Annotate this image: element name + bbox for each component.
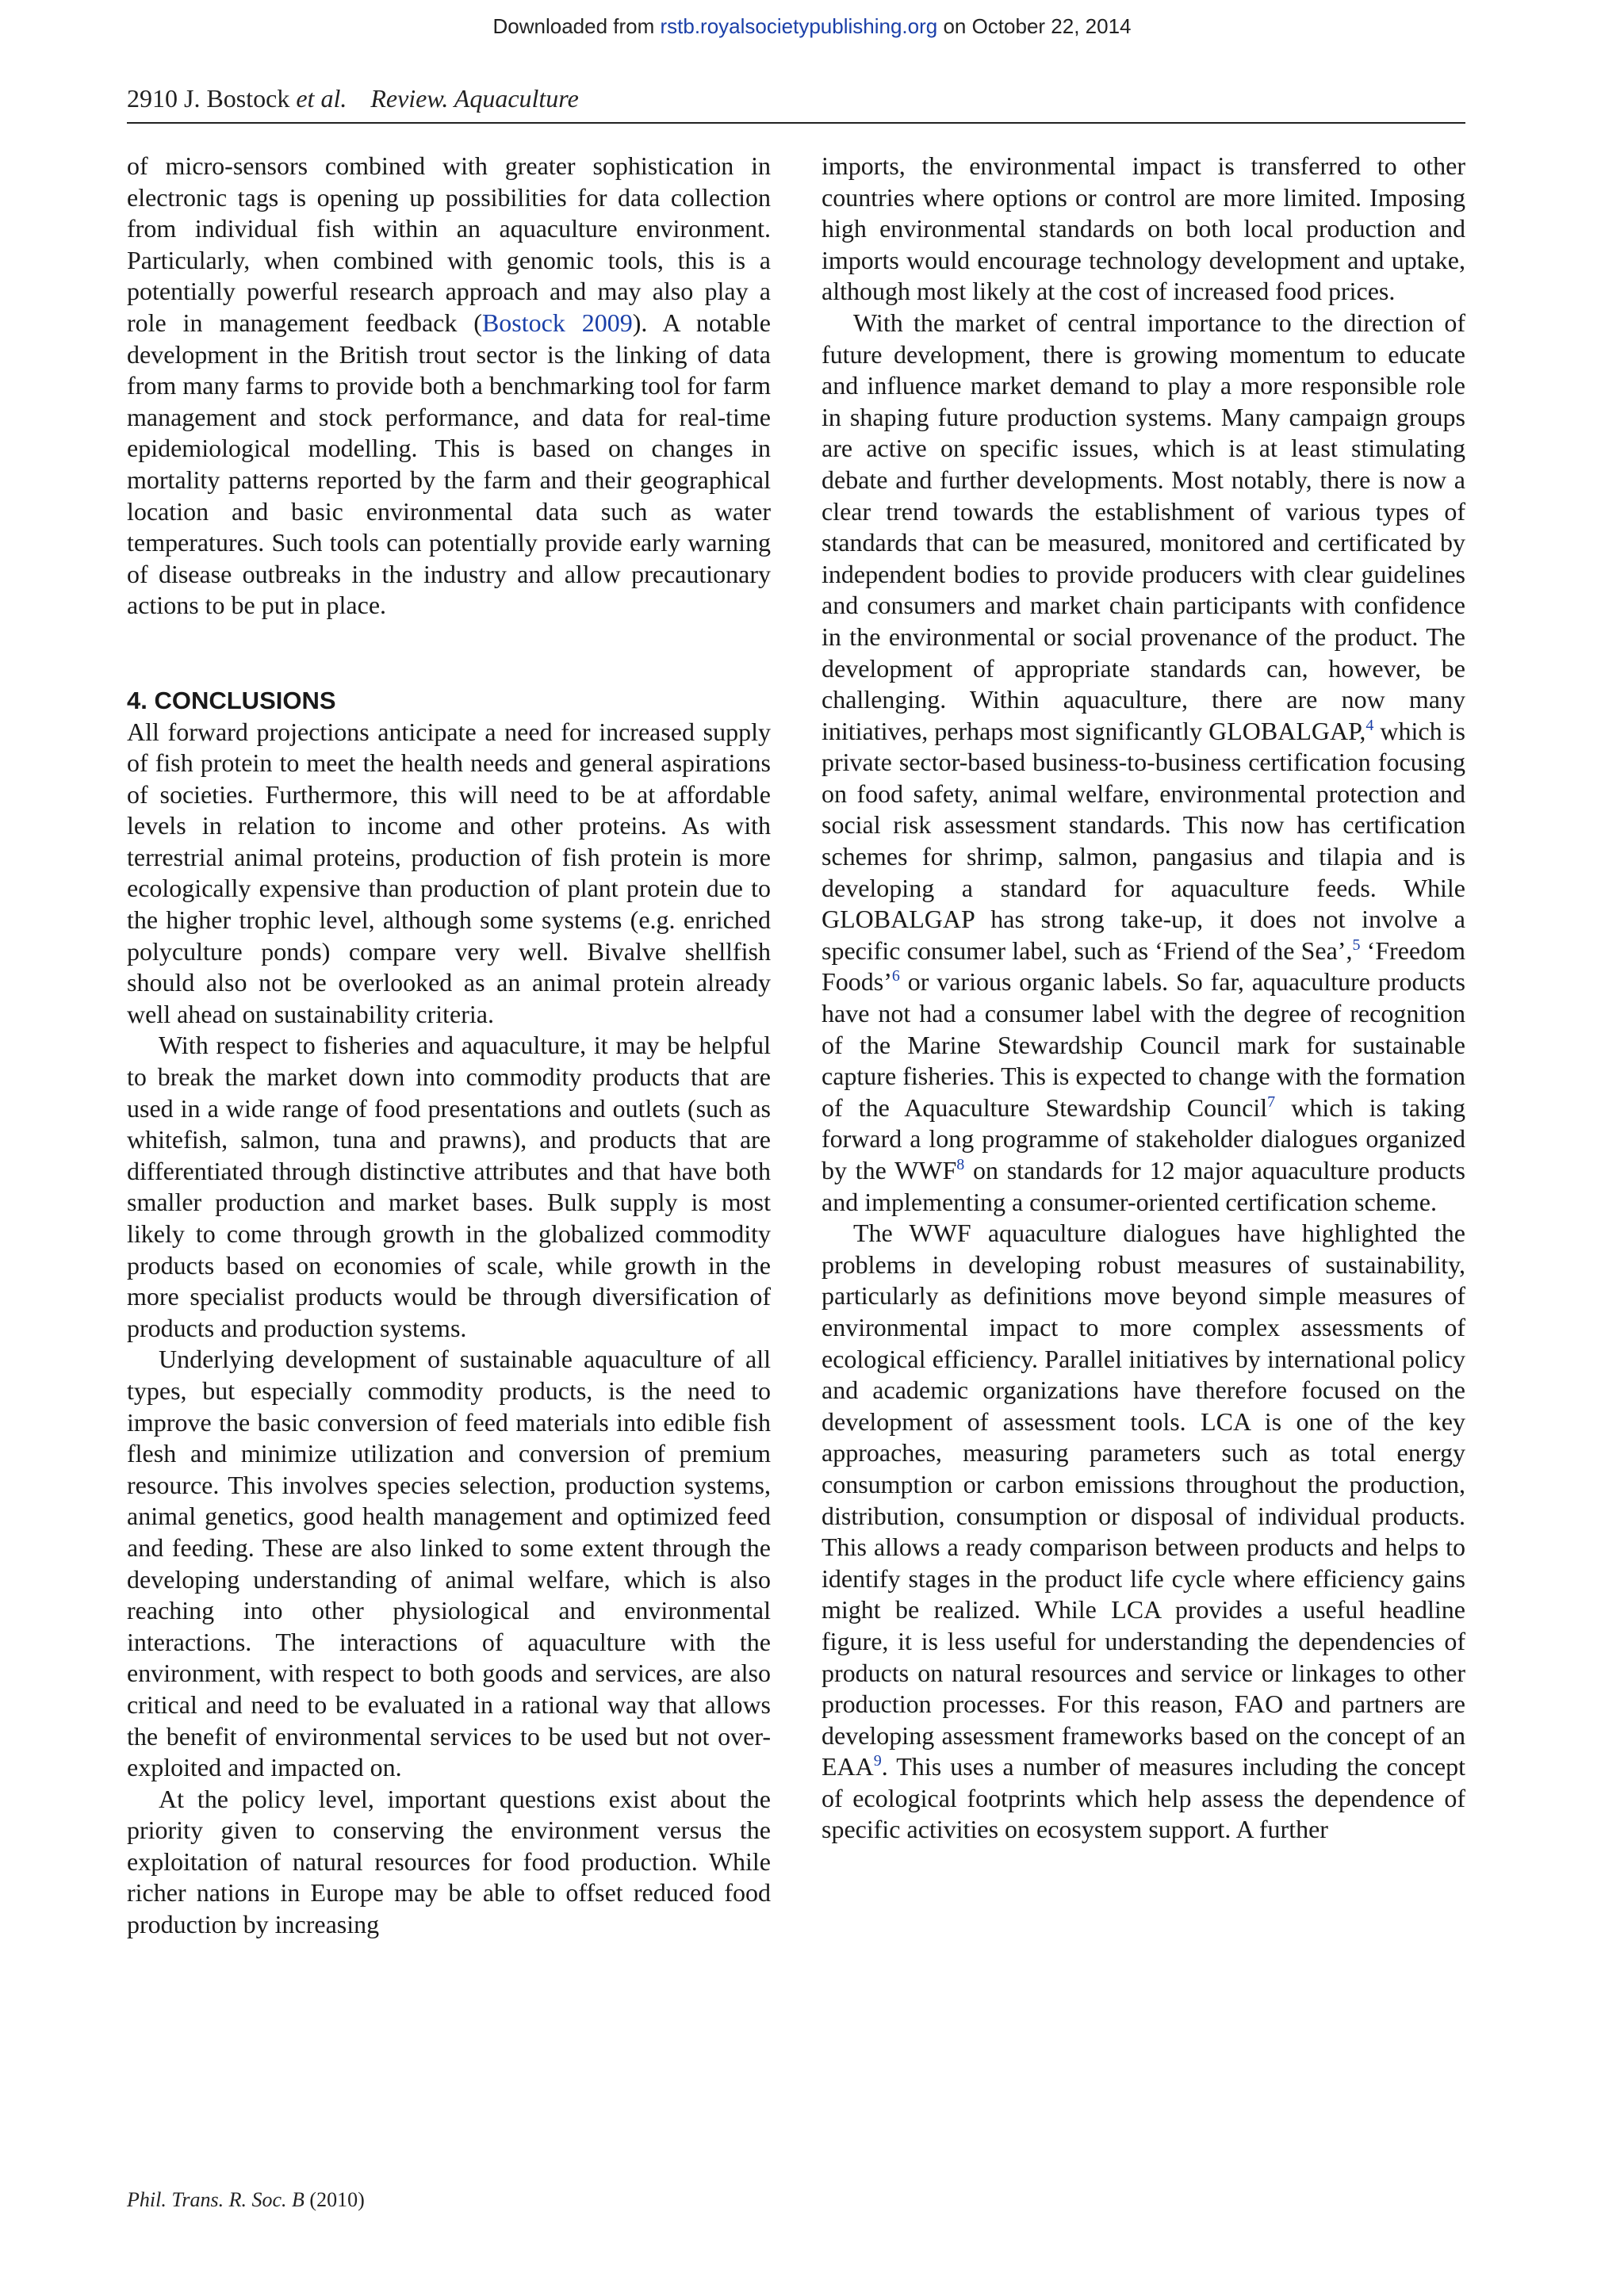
download-banner [0,14,1624,39]
authors [184,84,347,113]
banner-link[interactable]: rstb.royalsocietypublishing.org [660,14,938,38]
footnote-ref-9[interactable]: 9 [873,1752,882,1770]
left-para-5: At the policy level, important questions exist about the priority given to conserving the environment versus the exploitation of natural resources for food production. While richer nations in Europe may be able to offset reduced food production by increasing [127,1784,771,1939]
footnote-ref-8[interactable]: 8 [956,1156,965,1173]
footer-year: (2010) [309,2188,365,2211]
right-column [822,151,1465,1846]
left-para-2: All forward projections anticipate a need for increased supply of fish protein to meet the health needs and general aspirations of societies. Furthermore, this will need to be at affordable levels in relation to income and other proteins. As with terrestrial animal proteins, production of fish protein is more ecologically expensive than production of plant protein due to the higher trophic level, although some systems (e.g. enriched polyculture ponds) compare very well. Bivalve shellfish should also not be overlooked as an animal protein already well ahead on sustainability criteria. [127,717,771,1028]
left-para-4: Underlying development of sustainable aquaculture of all types, but especially commodity products, is the need to improve the basic conversion of feed materials into edible fish flesh and minimize utilization and conversion of premium resource. This involves species selection, production systems, animal genetics, good health management and optimized feed and feeding. These are also linked to some extent through the developing understanding of animal welfare, which is also reaching into other physiological and environmental interactions. The interactions of aquaculture with the environment, with respect to both goods and services, are also critical and need to be evaluated in a rational way that allows the benefit of environmental services to be used but not over-exploited and impacted on. [127,1345,771,1782]
right-para-2-f: on standards for 12 major aquaculture products and implementing a consumer-oriented certification scheme. [822,1156,1466,1216]
footnote-ref-4[interactable]: 4 [1365,716,1374,734]
banner-suffix: on October 22, 2014 [937,14,1132,38]
footnote-ref-7[interactable]: 7 [1267,1093,1276,1111]
right-para-3-b: . This uses a number of measures including the concept of ecological footprints which help assess the dependence of specific activities on ecosystem support. A further [822,1752,1465,1844]
right-para-1: imports, the environmental impact is transferred to other countries where options or control are more limited. Imposing high environmental standards on both local production and imports would encourage technology development and uptake, although most likely at the cost of increased food prices. [822,151,1465,306]
left-para-3: With respect to fisheries and aquaculture, it may be helpful to break the market down into commodity products that are used in a wide range of food presentations and outlets (such as whitefish, salmon, tuna and prawns), and products that are differentiated through distinctive attributes and that have both smaller production and market bases. Bulk supply is most likely to come through growth in the globalized commodity products based on economies of scale, while growth in the more specialist products would be through diversification of products and production systems. [127,1031,771,1342]
right-para-2-b: which is private sector-based business-to-business certification focusing on food safety, animal welfare, environmental protection and social risk assessment standards. This now has certification schemes for shrimp, salmon, pangasius and tilapia and is developing a standard for aquaculture feeds. While GLOBALGAP has strong take-up, it does not involve a specific consumer label, such as ‘Friend of the Sea’, [822,716,1466,965]
footnote-ref-5[interactable]: 5 [1352,936,1361,954]
left-para-1-a: of micro-sensors combined with greater sophistication in electronic tags is opening up possibilities for data collection from individual fish within an aquaculture environment. Particularly, when combined with genomic tools, this is a potentially powerful research approach and may also play a role in management feedback ( [127,151,771,337]
left-column [127,151,771,1941]
footnote-ref-6[interactable]: 6 [891,967,900,985]
authors-main: J. Bostock [184,84,297,113]
journal-title: Review. Aquaculture [370,84,579,113]
right-para-2-a: With the market of central importance to the direction of future development, there is growing momentum to educate and influence market demand to play a more responsible role in shaping future production systems. Many campaign groups are active on specific issues, which is at least stimulating debate and further developments. Most notably, there is now a clear trend towards the establishment of various types of standards that can be measured, monitored and certificated by independent bodies to provide producers with clear guidelines and consumers and market chain participants with confidence in the environmental or social provenance of the product. The development of appropriate standards can, however, be challenging. Within aquaculture, there are now many initiatives, perhaps most significantly GLOBALGAP, [822,308,1465,745]
left-para-1 [127,151,771,622]
right-para-3-a: The WWF aquaculture dialogues have highlighted the problems in developing robust measures of sustainability, particularly as definitions move beyond simple measures of environmental impact to more complex assessments of ecological efficiency. Parallel initiatives by international policy and academic organizations have therefore focused on the development of assessment tools. LCA is one of the key approaches, measuring parameters such as total energy consumption or carbon emissions throughout the production, distribution, consumption or disposal of individual products. This allows a ready comparison between products and helps to identify stages in the product life cycle where efficiency gains might be realized. While LCA provides a useful headline figure, it is less useful for understanding the dependencies of products on natural resources and service or linkages to other production processes. For this reason, FAO and partners are developing assessment frameworks based on the concept of an EAA [822,1219,1465,1781]
section-heading-conclusions: 4. CONCLUSIONS [127,686,336,714]
citation-bostock-2009[interactable]: Bostock 2009 [481,308,633,337]
banner-prefix: Downloaded from [492,14,661,38]
right-para-2-d: or various organic labels. So far, aquaculture products have not had a consumer label with the degree of recognition of the Marine Stewardship Council mark for sustainable capture fisheries. This is expected to change with the formation of the Aquaculture Stewardship Council [822,967,1465,1122]
authors-etal: et al. [296,84,347,113]
right-para-2-e: which is taking forward a long programme of stakeholder dialogues organized by the WWF [822,1093,1466,1184]
page-footer [127,2188,365,2212]
footer-journal: Phil. Trans. R. Soc. B [127,2188,310,2211]
left-para-1-b: ). A notable development in the British trout sector is the linking of data from many farms to provide both a benchmarking tool for farm management and stock performance, and data for real-time epidemiological modelling. This is based on changes in mortality patterns reported by the farm and their geographical location and basic environmental data such as water temperatures. Such tools can potentially provide early warning of disease outbreaks in the industry and allow precautionary actions to be put in place. [127,308,772,620]
right-para-3 [822,1218,1465,1846]
running-head [127,84,1465,124]
page-number: 2910 [127,84,178,113]
right-para-2-c: ‘Freedom Foods’ [822,936,1466,997]
right-para-2 [822,308,1465,1218]
